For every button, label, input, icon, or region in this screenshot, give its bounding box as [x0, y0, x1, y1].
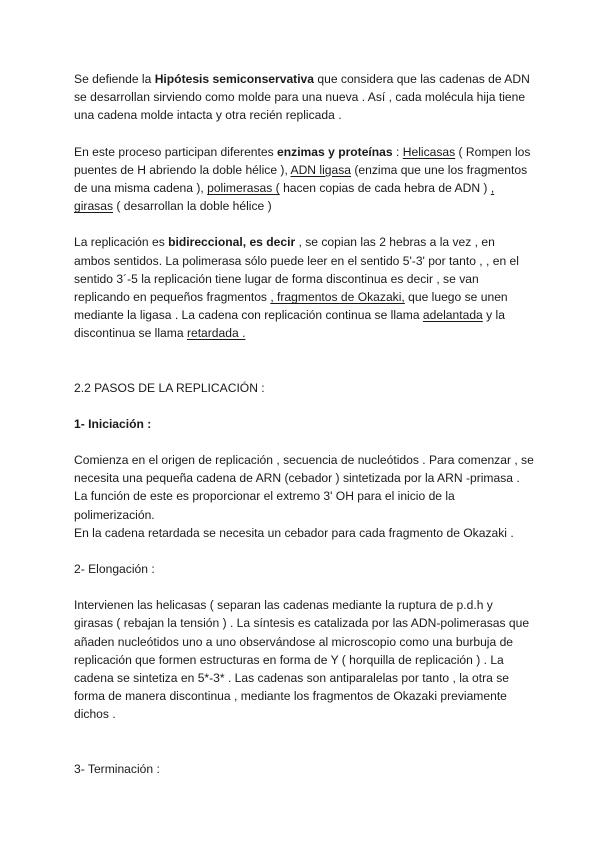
- text: En este proceso participan diferentes: [74, 144, 278, 159]
- heading-elongacion: 2- Elongación :: [74, 562, 155, 577]
- underlined-term: , girasas: [74, 181, 495, 214]
- document-body: [74, 70, 534, 778]
- bold-term: enzimas y proteínas: [277, 144, 393, 159]
- paragraph-iniciacion: Comienza en el origen de replicación , secuencia de nucleótidos . Para comenzar , se necesita una pequeña cadena de ARN (cebador ) sintetizada por la ARN -primasa . La función de este es proporcionar el extremo 3' OH para el inicio de la polimerización.: [74, 453, 534, 522]
- text: ( desarrollan la doble hélice ): [113, 199, 272, 214]
- bold-term: Hipótesis semiconservativa: [154, 72, 315, 86]
- heading-terminacion: 3- Terminación :: [74, 761, 160, 776]
- underlined-term: Helicasas: [402, 144, 456, 159]
- paragraph-elongacion: Intervienen las helicasas ( separan las cadenas mediante la ruptura de p.d.h y girasas ( rebajan la tensión ) . La síntesis es catalizada por las ADN-polimerasas que añaden nucleótidos uno a uno observándose al microscopio como una burbuja de replicación que formen estructuras en forma de Y ( horquilla de replicación ) . La cadena se sintetiza en 5*-3* . Las cadenas son antiparalelas por tanto , la otra se forma de manera discontinua , mediante los fragmentos de Okazaki previamente dichos .: [74, 598, 530, 722]
- text: que luego se unen mediante la ligasa . La cadena con replicación continua se llama: [74, 290, 508, 323]
- paragraph-hipotesis: [74, 70, 534, 125]
- text: hacen copias de cada hebra de ADN ): [279, 181, 491, 196]
- text: La replicación es: [74, 235, 169, 250]
- underlined-term: ADN ligasa: [290, 162, 351, 177]
- paragraph-iniciacion-2: En la cadena retardada se necesita un cebador para cada fragmento de Okazaki .: [74, 525, 514, 540]
- text: :: [392, 144, 403, 159]
- text: que considera que las cadenas de ADN se desarrollan sirviendo como molde para una nueva . Así , cada molécula hija tiene una cadena molde intacta y otra recién replicada .: [74, 72, 530, 123]
- underlined-term: retardada .: [186, 326, 246, 341]
- bold-term: bidireccional, es decir: [168, 235, 296, 250]
- text: y la discontinua se llama: [74, 308, 505, 341]
- underlined-term: , fragmentos de Okazaki,: [270, 290, 405, 305]
- paragraph-bidireccional: [74, 233, 534, 342]
- section-title: 2.2 PASOS DE LA REPLICACIÓN :: [74, 380, 265, 395]
- underlined-term: adelantada: [422, 308, 483, 323]
- text: , se copian las 2 hebras a la vez , en ambos sentidos. La polimerasa sólo puede leer en el sentido 5'-3' por tanto , , en el sentido 3´-5 la replicación tiene lugar de forma discontinua es decir , se van replicando en pequeños fragmentos: [74, 235, 519, 305]
- text: (enzima que une los fragmentos de una misma cadena ),: [74, 162, 528, 196]
- paragraph-enzimas: [74, 143, 534, 216]
- text: Se defiende la: [74, 72, 155, 86]
- text: ( Rompen los puentes de H abriendo la doble hélice ),: [74, 144, 531, 177]
- heading-iniciacion: 1- Iniciación :: [74, 416, 152, 431]
- underlined-term: polimerasas (: [207, 181, 280, 196]
